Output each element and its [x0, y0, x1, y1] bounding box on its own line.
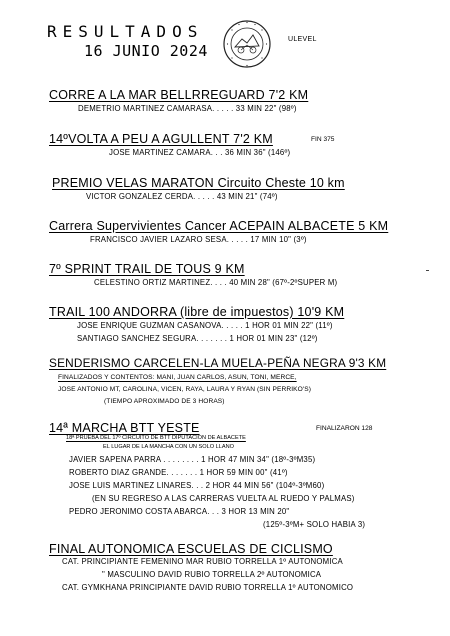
result-line: CELESTINO ORTIZ MARTINEZ. . . . 40 MIN 28" (67º-2ºSUPER M)	[94, 278, 338, 287]
section-title-senderismo: SENDERISMO CARCELEN-LA MUELA-PEÑA NEGRA 9'3 KM	[49, 356, 387, 370]
result-line: JAVIER SAPENA PARRA . . . . . . . . 1 HOR 47 MIN 34" (18º-3ºM35)	[69, 455, 316, 464]
result-line: DEMETRIO MARTINEZ CAMARASA. . . . . 33 MIN 22" (98º)	[78, 104, 297, 113]
finishers-note: FINALIZARON 128	[316, 425, 373, 432]
result-line: FRANCISCO JAVIER LAZARO SESA. . . . . 17 MIN 10" (3º)	[90, 235, 307, 244]
result-line: JOSE ENRIQUE GUZMAN CASANOVA. . . . . 1 HOR 01 MIN 22" (11º)	[77, 321, 333, 330]
btt-subtitle: EL LUGAR DE LA MANCHA CON UN SOLO LLANO	[103, 444, 234, 450]
page-title: RESULTADOS	[47, 22, 204, 41]
result-line: JOSE ANTONIO MT, CAROLINA, VICEN, RAYA, LAURA Y RYAN (SIN PERRIKO'S)	[58, 386, 312, 393]
result-line: VICTOR GONZALEZ CERDA. . . . . 43 MIN 21" (74º)	[86, 192, 278, 201]
result-line: " MASCULINO DAVID RUBIO TORRELLA 2º AUTONOMICA	[102, 570, 322, 579]
result-line: JOSE MARTINEZ CAMARA. . . 36 MIN 36" (146º)	[109, 148, 291, 157]
result-line: PEDRO JERONIMO COSTA ABARCA. . . 3 HOR 13 MIN 20"	[69, 507, 290, 516]
result-line: FINALIZADOS Y CONTENTOS: MANI, JUAN CARLOS, ASUN, TONI, MERCE,	[58, 374, 297, 381]
club-seal-logo	[222, 19, 272, 69]
section-title-final: FINAL AUTONOMICA ESCUELAS DE CICLISMO	[49, 542, 333, 556]
result-line: CAT. PRINCIPIANTE FEMENINO MAR RUBIO TORRELLA 1º AUTONOMICA	[62, 557, 343, 566]
section-title-trail: TRAIL 100 ANDORRA (libre de impuestos) 10'9 KM	[49, 305, 345, 319]
section-title-btt: 14ª MARCHA BTT YESTE	[49, 421, 200, 435]
page-date: 16 JUNIO 2024	[84, 42, 208, 60]
section-title-corre: CORRE A LA MAR BELLRREGUARD 7'2 KM	[49, 88, 309, 102]
brand-label: ULEVEL	[288, 36, 317, 43]
result-line: (EN SU REGRESO A LAS CARRERAS VUELTA AL RUEDO Y PALMAS)	[92, 494, 355, 503]
section-title-volta: 14ºVOLTA A PEU A AGULLENT 7'2 KM	[49, 132, 273, 146]
section-title-sprint: 7º SPRINT TRAIL DE TOUS 9 KM	[49, 262, 245, 276]
result-line: SANTIAGO SANCHEZ SEGURA. . . . . . . 1 HOR 01 MIN 23" (12º)	[77, 334, 318, 343]
result-line: (TIEMPO APROXIMADO DE 3 HORAS)	[104, 398, 225, 405]
btt-subtitle: 18ª PRUEBA DEL 17º CIRCUITO DE BTT DIPUTACION DE ALBACETE	[66, 435, 246, 441]
section-title-carrera: Carrera Supervivientes Cancer ACEPAIN ALBACETE 5 KM	[49, 219, 389, 233]
result-line: JOSE LUIS MARTINEZ LINARES. . . 2 HOR 44 MIN 56" (104º-3ºM60)	[69, 481, 325, 490]
result-line: ROBERTO DIAZ GRANDE. . . . . . . 1 HOR 59 MIN 00" (41º)	[69, 468, 288, 477]
result-line: (125º-3ºM+ SOLO HABIA 3)	[263, 520, 366, 529]
result-line: CAT. GYMKHANA PRINCIPIANTE DAVID RUBIO TORRELLA 1º AUTONOMICO	[62, 583, 354, 592]
section-title-velas: PREMIO VELAS MARATON Circuito Cheste 10 km	[52, 176, 345, 190]
margin-mark	[426, 270, 429, 271]
finishers-note: FIN 375	[311, 136, 335, 143]
